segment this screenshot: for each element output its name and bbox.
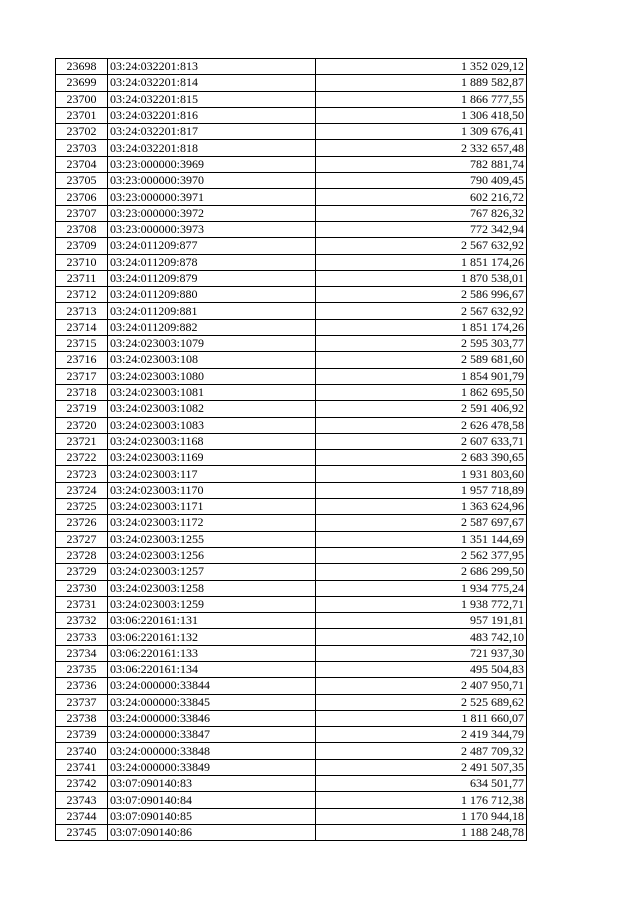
cadastral-value: 2 419 344,79 bbox=[316, 727, 527, 743]
row-number: 23736 bbox=[56, 678, 108, 694]
table-row bbox=[56, 710, 527, 726]
cadastral-number: 03:24:023003:1258 bbox=[108, 580, 316, 596]
cadastral-number: 03:24:023003:1083 bbox=[108, 417, 316, 433]
table-row bbox=[56, 499, 527, 515]
cadastral-value: 1 352 029,12 bbox=[316, 59, 527, 75]
cadastral-number: 03:24:011209:878 bbox=[108, 254, 316, 270]
table-row bbox=[56, 547, 527, 563]
cadastral-value: 483 742,10 bbox=[316, 629, 527, 645]
row-number: 23742 bbox=[56, 776, 108, 792]
table-row bbox=[56, 776, 527, 792]
table-row bbox=[56, 254, 527, 270]
cadastral-value: 1 931 803,60 bbox=[316, 466, 527, 482]
table-row bbox=[56, 613, 527, 629]
cadastral-number: 03:24:011209:882 bbox=[108, 319, 316, 335]
cadastral-number: 03:23:000000:3969 bbox=[108, 156, 316, 172]
table-row bbox=[56, 727, 527, 743]
cadastral-number: 03:24:032201:818 bbox=[108, 140, 316, 156]
table-row bbox=[56, 173, 527, 189]
row-number: 23710 bbox=[56, 254, 108, 270]
cadastral-value: 1 188 248,78 bbox=[316, 824, 527, 840]
cadastral-number: 03:06:220161:132 bbox=[108, 629, 316, 645]
row-number: 23722 bbox=[56, 450, 108, 466]
row-number: 23743 bbox=[56, 792, 108, 808]
cadastral-number: 03:24:023003:1256 bbox=[108, 547, 316, 563]
cadastral-value: 1 309 676,41 bbox=[316, 124, 527, 140]
table-row bbox=[56, 303, 527, 319]
row-number: 23705 bbox=[56, 173, 108, 189]
row-number: 23741 bbox=[56, 759, 108, 775]
table-row bbox=[56, 824, 527, 840]
cadastral-number: 03:24:023003:1169 bbox=[108, 450, 316, 466]
cadastral-value: 1 870 538,01 bbox=[316, 270, 527, 286]
cadastral-number: 03:24:000000:33849 bbox=[108, 759, 316, 775]
table-row bbox=[56, 433, 527, 449]
row-number: 23702 bbox=[56, 124, 108, 140]
row-number: 23723 bbox=[56, 466, 108, 482]
table-row bbox=[56, 450, 527, 466]
cadastral-value: 2 686 299,50 bbox=[316, 564, 527, 580]
table-row bbox=[56, 91, 527, 107]
cadastral-number: 03:24:023003:1172 bbox=[108, 515, 316, 531]
cadastral-number: 03:24:023003:1080 bbox=[108, 368, 316, 384]
cadastral-value: 634 501,77 bbox=[316, 776, 527, 792]
row-number: 23732 bbox=[56, 613, 108, 629]
cadastral-value: 1 957 718,89 bbox=[316, 482, 527, 498]
row-number: 23699 bbox=[56, 75, 108, 91]
row-number: 23729 bbox=[56, 564, 108, 580]
table-row bbox=[56, 287, 527, 303]
table-row bbox=[56, 808, 527, 824]
row-number: 23745 bbox=[56, 824, 108, 840]
table-row bbox=[56, 401, 527, 417]
table-row bbox=[56, 580, 527, 596]
cadastral-number: 03:07:090140:86 bbox=[108, 824, 316, 840]
cadastral-number: 03:23:000000:3973 bbox=[108, 221, 316, 237]
cadastral-number: 03:24:023003:1257 bbox=[108, 564, 316, 580]
table-row bbox=[56, 238, 527, 254]
cadastral-number: 03:24:023003:1255 bbox=[108, 531, 316, 547]
row-number: 23721 bbox=[56, 433, 108, 449]
table-row bbox=[56, 75, 527, 91]
cadastral-number: 03:06:220161:131 bbox=[108, 613, 316, 629]
cadastral-value: 1 170 944,18 bbox=[316, 808, 527, 824]
cadastral-value: 2 595 303,77 bbox=[316, 336, 527, 352]
cadastral-value: 1 363 624,96 bbox=[316, 499, 527, 515]
table-row bbox=[56, 124, 527, 140]
cadastral-number: 03:06:220161:133 bbox=[108, 645, 316, 661]
cadastral-value: 1 866 777,55 bbox=[316, 91, 527, 107]
table-row bbox=[56, 156, 527, 172]
table-row bbox=[56, 531, 527, 547]
cadastral-number: 03:24:023003:1082 bbox=[108, 401, 316, 417]
row-number: 23707 bbox=[56, 205, 108, 221]
row-number: 23726 bbox=[56, 515, 108, 531]
row-number: 23700 bbox=[56, 91, 108, 107]
table-row bbox=[56, 759, 527, 775]
table-row bbox=[56, 417, 527, 433]
cadastral-value-table bbox=[55, 58, 527, 841]
cadastral-number: 03:07:090140:84 bbox=[108, 792, 316, 808]
row-number: 23733 bbox=[56, 629, 108, 645]
table-row bbox=[56, 270, 527, 286]
row-number: 23712 bbox=[56, 287, 108, 303]
table-row bbox=[56, 482, 527, 498]
cadastral-number: 03:24:000000:33844 bbox=[108, 678, 316, 694]
row-number: 23714 bbox=[56, 319, 108, 335]
row-number: 23701 bbox=[56, 107, 108, 123]
cadastral-value: 1 934 775,24 bbox=[316, 580, 527, 596]
cadastral-value: 2 589 681,60 bbox=[316, 352, 527, 368]
cadastral-number: 03:24:000000:33846 bbox=[108, 710, 316, 726]
row-number: 23719 bbox=[56, 401, 108, 417]
row-number: 23744 bbox=[56, 808, 108, 824]
cadastral-number: 03:24:000000:33848 bbox=[108, 743, 316, 759]
table-row bbox=[56, 743, 527, 759]
cadastral-value: 2 491 507,35 bbox=[316, 759, 527, 775]
cadastral-value: 1 351 144,69 bbox=[316, 531, 527, 547]
row-number: 23703 bbox=[56, 140, 108, 156]
cadastral-value: 602 216,72 bbox=[316, 189, 527, 205]
cadastral-number: 03:23:000000:3972 bbox=[108, 205, 316, 221]
table-row bbox=[56, 564, 527, 580]
cadastral-value: 2 525 689,62 bbox=[316, 694, 527, 710]
table-row bbox=[56, 352, 527, 368]
row-number: 23716 bbox=[56, 352, 108, 368]
table-row bbox=[56, 336, 527, 352]
row-number: 23728 bbox=[56, 547, 108, 563]
cadastral-value: 2 332 657,48 bbox=[316, 140, 527, 156]
table-row bbox=[56, 59, 527, 75]
table-row bbox=[56, 792, 527, 808]
cadastral-number: 03:24:023003:1168 bbox=[108, 433, 316, 449]
cadastral-value: 1 938 772,71 bbox=[316, 596, 527, 612]
table-row bbox=[56, 205, 527, 221]
cadastral-value: 772 342,94 bbox=[316, 221, 527, 237]
cadastral-value: 2 567 632,92 bbox=[316, 238, 527, 254]
cadastral-value: 721 937,30 bbox=[316, 645, 527, 661]
cadastral-number: 03:24:032201:813 bbox=[108, 59, 316, 75]
cadastral-number: 03:24:032201:814 bbox=[108, 75, 316, 91]
row-number: 23737 bbox=[56, 694, 108, 710]
table-row bbox=[56, 515, 527, 531]
row-number: 23739 bbox=[56, 727, 108, 743]
cadastral-value: 1 306 418,50 bbox=[316, 107, 527, 123]
table-row bbox=[56, 140, 527, 156]
cadastral-value: 1 854 901,79 bbox=[316, 368, 527, 384]
cadastral-value: 2 407 950,71 bbox=[316, 678, 527, 694]
cadastral-number: 03:06:220161:134 bbox=[108, 661, 316, 677]
cadastral-number: 03:24:023003:1259 bbox=[108, 596, 316, 612]
row-number: 23731 bbox=[56, 596, 108, 612]
cadastral-number: 03:24:023003:117 bbox=[108, 466, 316, 482]
table-row bbox=[56, 645, 527, 661]
cadastral-number: 03:24:000000:33847 bbox=[108, 727, 316, 743]
cadastral-value: 1 862 695,50 bbox=[316, 384, 527, 400]
cadastral-number: 03:24:023003:1079 bbox=[108, 336, 316, 352]
cadastral-value: 495 504,83 bbox=[316, 661, 527, 677]
row-number: 23725 bbox=[56, 499, 108, 515]
row-number: 23713 bbox=[56, 303, 108, 319]
row-number: 23727 bbox=[56, 531, 108, 547]
cadastral-number: 03:23:000000:3970 bbox=[108, 173, 316, 189]
row-number: 23704 bbox=[56, 156, 108, 172]
cadastral-number: 03:07:090140:85 bbox=[108, 808, 316, 824]
row-number: 23734 bbox=[56, 645, 108, 661]
cadastral-value: 1 176 712,38 bbox=[316, 792, 527, 808]
cadastral-value: 782 881,74 bbox=[316, 156, 527, 172]
row-number: 23718 bbox=[56, 384, 108, 400]
cadastral-number: 03:24:032201:816 bbox=[108, 107, 316, 123]
row-number: 23717 bbox=[56, 368, 108, 384]
table-row bbox=[56, 107, 527, 123]
cadastral-value: 2 607 633,71 bbox=[316, 433, 527, 449]
row-number: 23708 bbox=[56, 221, 108, 237]
table-row bbox=[56, 189, 527, 205]
table-row bbox=[56, 694, 527, 710]
cadastral-number: 03:24:011209:880 bbox=[108, 287, 316, 303]
table-row bbox=[56, 629, 527, 645]
cadastral-value: 2 567 632,92 bbox=[316, 303, 527, 319]
cadastral-value: 2 487 709,32 bbox=[316, 743, 527, 759]
table-row bbox=[56, 368, 527, 384]
cadastral-value: 1 851 174,26 bbox=[316, 254, 527, 270]
cadastral-number: 03:24:032201:817 bbox=[108, 124, 316, 140]
cadastral-number: 03:24:023003:1171 bbox=[108, 499, 316, 515]
table-row bbox=[56, 661, 527, 677]
cadastral-value: 2 626 478,58 bbox=[316, 417, 527, 433]
row-number: 23724 bbox=[56, 482, 108, 498]
row-number: 23715 bbox=[56, 336, 108, 352]
cadastral-number: 03:07:090140:83 bbox=[108, 776, 316, 792]
table-row bbox=[56, 221, 527, 237]
cadastral-value: 1 889 582,87 bbox=[316, 75, 527, 91]
cadastral-number: 03:24:023003:1081 bbox=[108, 384, 316, 400]
row-number: 23709 bbox=[56, 238, 108, 254]
cadastral-value: 2 591 406,92 bbox=[316, 401, 527, 417]
table-row bbox=[56, 319, 527, 335]
cadastral-number: 03:24:011209:877 bbox=[108, 238, 316, 254]
cadastral-value: 2 683 390,65 bbox=[316, 450, 527, 466]
table-row bbox=[56, 466, 527, 482]
cadastral-value: 2 562 377,95 bbox=[316, 547, 527, 563]
row-number: 23711 bbox=[56, 270, 108, 286]
cadastral-value: 2 587 697,67 bbox=[316, 515, 527, 531]
row-number: 23738 bbox=[56, 710, 108, 726]
cadastral-value: 1 851 174,26 bbox=[316, 319, 527, 335]
cadastral-value: 1 811 660,07 bbox=[316, 710, 527, 726]
row-number: 23730 bbox=[56, 580, 108, 596]
cadastral-value: 767 826,32 bbox=[316, 205, 527, 221]
row-number: 23698 bbox=[56, 59, 108, 75]
table-row bbox=[56, 384, 527, 400]
cadastral-number: 03:24:011209:881 bbox=[108, 303, 316, 319]
row-number: 23735 bbox=[56, 661, 108, 677]
cadastral-number: 03:24:023003:1170 bbox=[108, 482, 316, 498]
row-number: 23720 bbox=[56, 417, 108, 433]
cadastral-number: 03:24:032201:815 bbox=[108, 91, 316, 107]
table-row bbox=[56, 596, 527, 612]
table-body bbox=[56, 59, 527, 841]
cadastral-number: 03:24:023003:108 bbox=[108, 352, 316, 368]
row-number: 23740 bbox=[56, 743, 108, 759]
cadastral-value: 957 191,81 bbox=[316, 613, 527, 629]
cadastral-value: 790 409,45 bbox=[316, 173, 527, 189]
table-row bbox=[56, 678, 527, 694]
cadastral-number: 03:24:011209:879 bbox=[108, 270, 316, 286]
cadastral-number: 03:23:000000:3971 bbox=[108, 189, 316, 205]
cadastral-value: 2 586 996,67 bbox=[316, 287, 527, 303]
row-number: 23706 bbox=[56, 189, 108, 205]
cadastral-number: 03:24:000000:33845 bbox=[108, 694, 316, 710]
